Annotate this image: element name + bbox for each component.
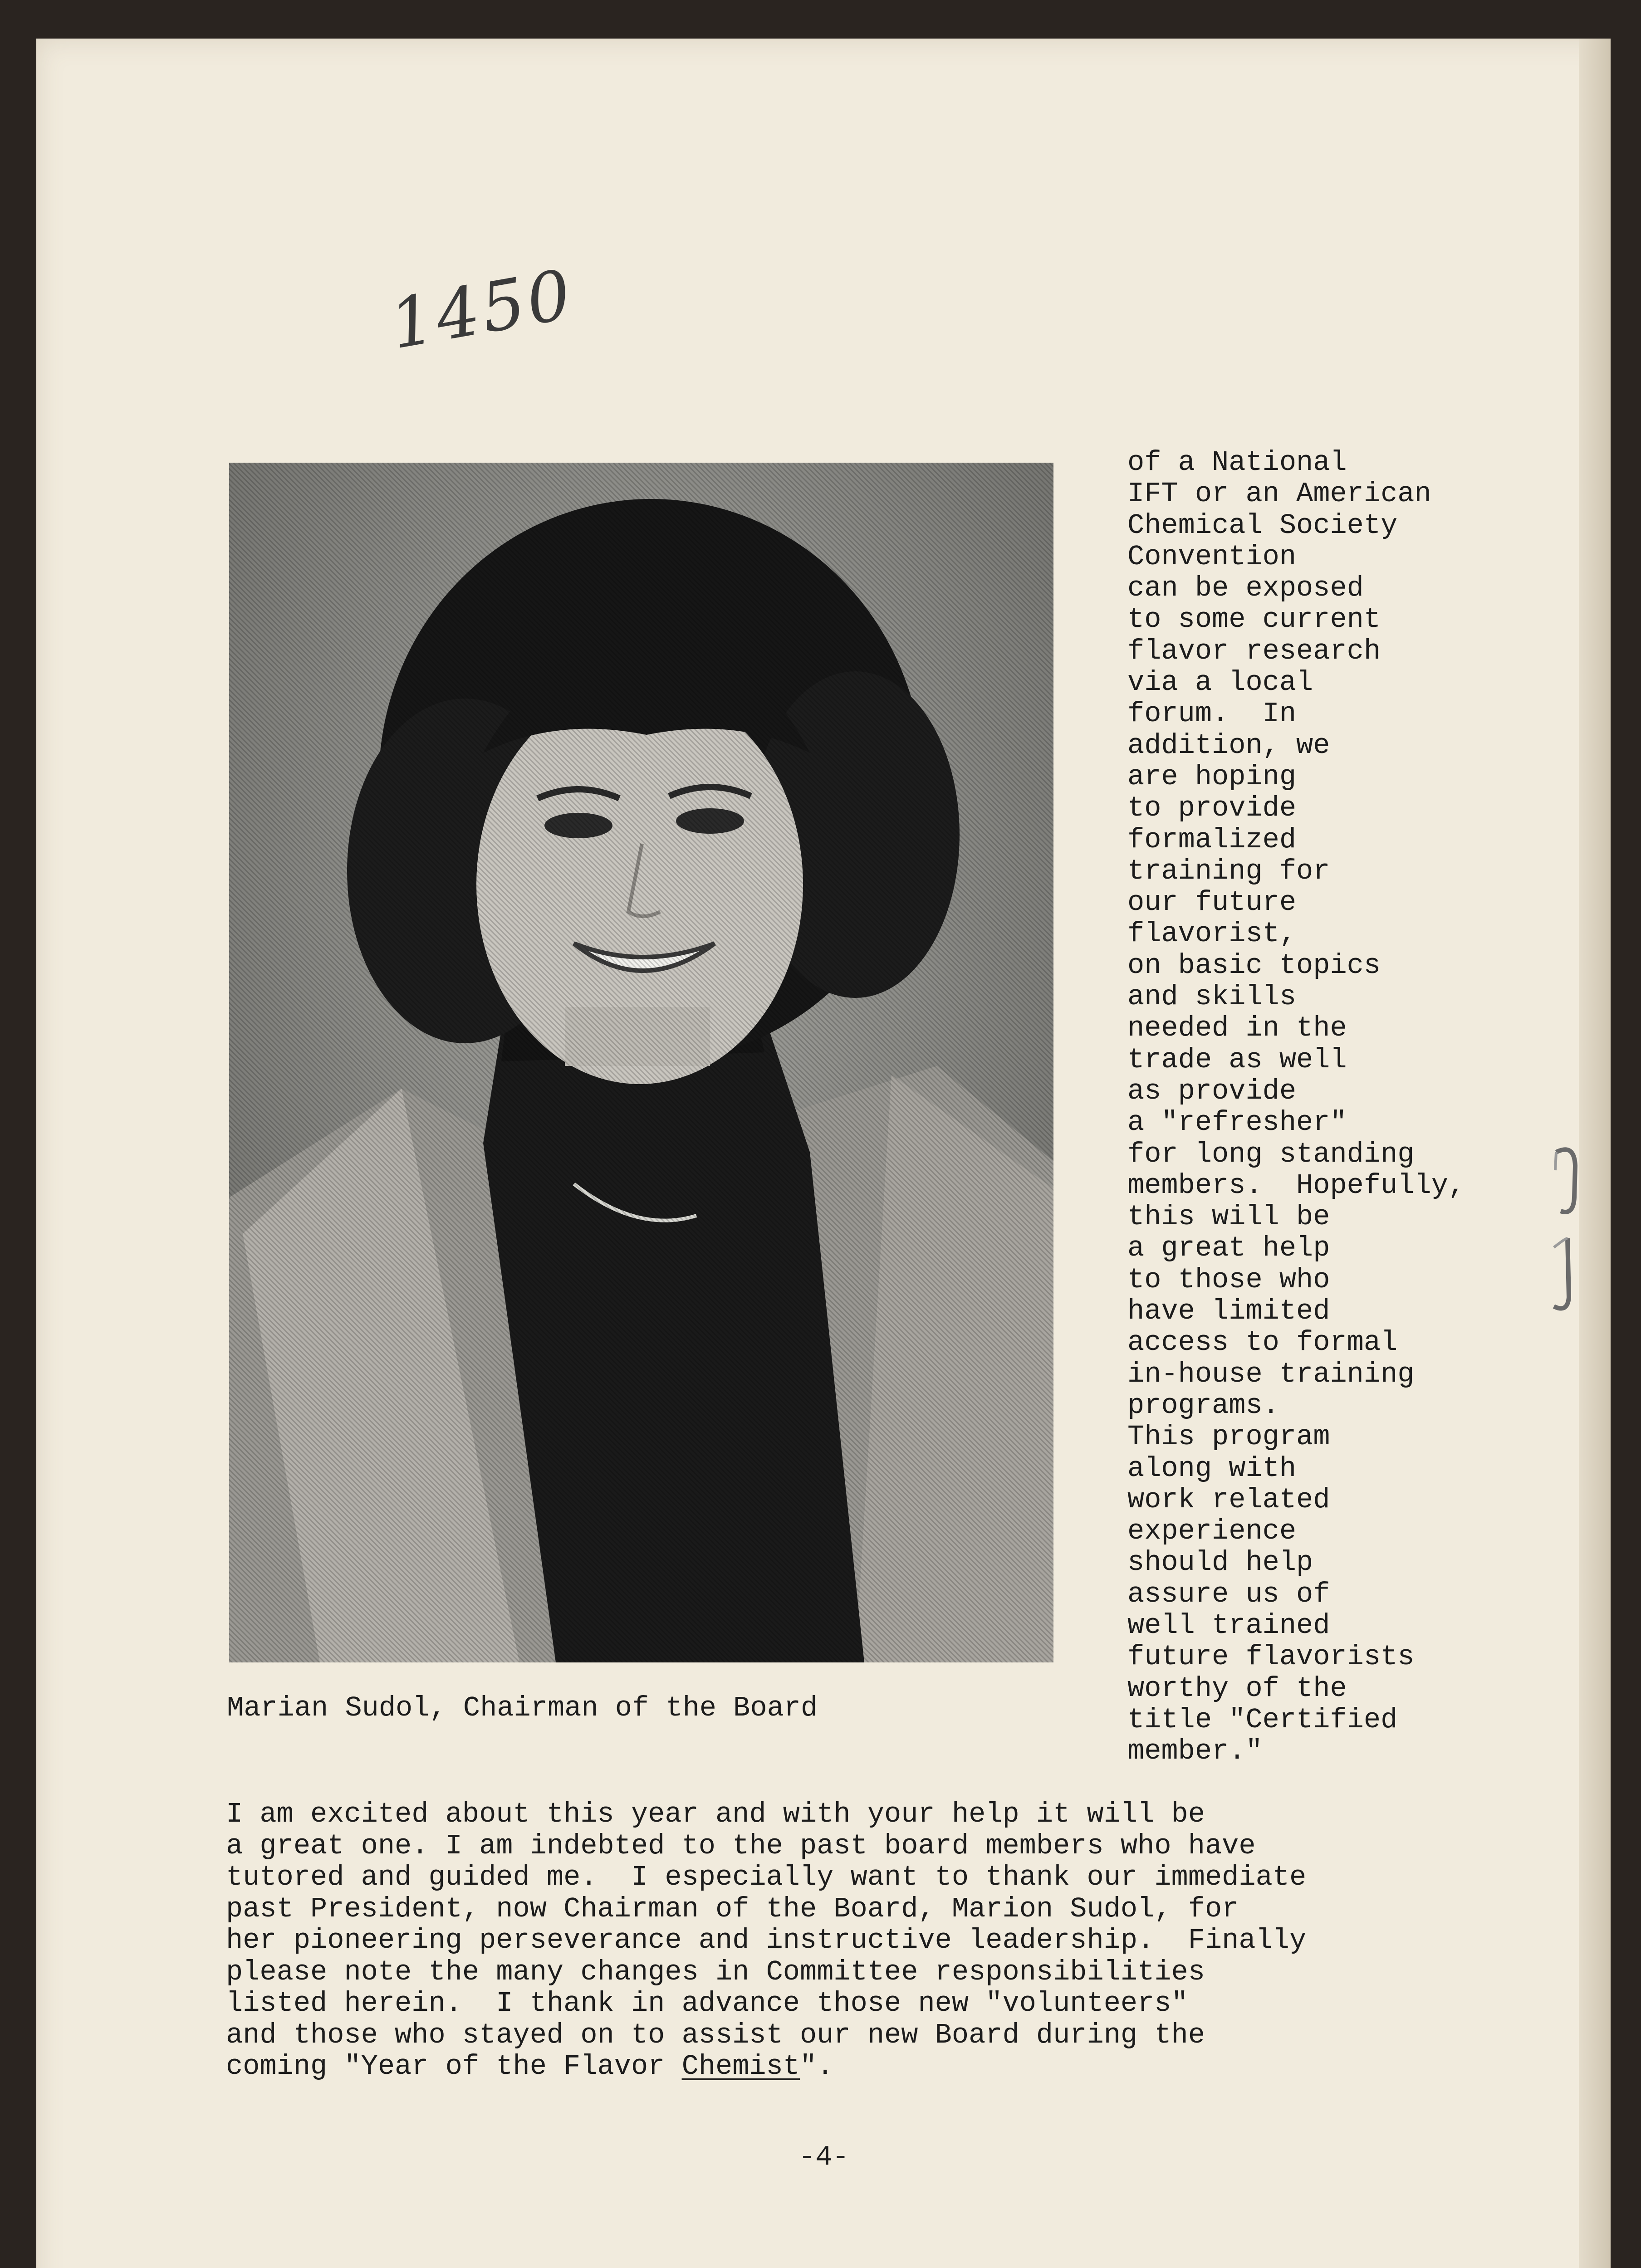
side-column-line: should help bbox=[1127, 1546, 1313, 1579]
body-line: her pioneering perseverance and instructive leadership. Finally bbox=[226, 1924, 1307, 1956]
side-column-line: well trained bbox=[1127, 1609, 1330, 1642]
side-column-line: worthy of the bbox=[1127, 1672, 1347, 1705]
side-column-line: forum. In bbox=[1127, 698, 1297, 730]
underlined-word: Chemist bbox=[681, 2050, 800, 2082]
body-line: tutored and guided me. I especially want to thank our immediate bbox=[226, 1861, 1307, 1893]
page-number: -4- bbox=[798, 2141, 849, 2173]
side-column-line: as provide bbox=[1127, 1075, 1297, 1107]
side-column-line: to provide bbox=[1127, 792, 1297, 825]
side-column-line: on basic topics bbox=[1127, 949, 1381, 982]
side-column-line: are hoping bbox=[1127, 760, 1297, 793]
side-column-line: IFT or an American bbox=[1127, 478, 1431, 510]
booklet-spine bbox=[1579, 39, 1611, 2268]
side-column-line: in-house training bbox=[1127, 1358, 1415, 1390]
body-paragraph bbox=[226, 1799, 1496, 2082]
side-column-line: trade as well bbox=[1127, 1043, 1347, 1076]
staple-icon bbox=[1543, 1143, 1583, 1220]
body-line: and those who stayed on to assist our new Board during the bbox=[226, 2019, 1205, 2051]
side-column-line: formalized bbox=[1127, 823, 1297, 856]
body-text-fragment: coming "Year of the Flavor bbox=[226, 2050, 682, 2082]
side-column-line: assure us of bbox=[1127, 1578, 1330, 1610]
side-column-line: experience bbox=[1127, 1515, 1297, 1548]
handwritten-note: 1450 bbox=[384, 254, 580, 365]
side-column-line: addition, we bbox=[1127, 729, 1330, 762]
side-column-line: programs. bbox=[1127, 1389, 1279, 1422]
side-column-line: for long standing bbox=[1127, 1138, 1415, 1170]
side-column-line: access to formal bbox=[1127, 1326, 1398, 1359]
side-column-line: to those who bbox=[1127, 1263, 1330, 1296]
body-text-fragment: ". bbox=[800, 2050, 834, 2082]
side-column-line: via a local bbox=[1127, 666, 1313, 699]
side-column-line: Chemical Society bbox=[1127, 509, 1398, 542]
body-line: a great one. I am indebted to the past board members who have bbox=[226, 1829, 1256, 1862]
body-line: I am excited about this year and with your help it will be bbox=[226, 1798, 1205, 1830]
side-column-line: needed in the bbox=[1127, 1012, 1347, 1045]
side-column-line: work related bbox=[1127, 1483, 1330, 1516]
side-column-line: a "refresher" bbox=[1127, 1106, 1347, 1139]
side-column-line: to some current bbox=[1127, 603, 1381, 636]
side-column-line: flavorist, bbox=[1127, 918, 1297, 950]
side-column-line: can be exposed bbox=[1127, 572, 1364, 605]
photo-caption: Marian Sudol, Chairman of the Board bbox=[227, 1692, 818, 1724]
side-column-text bbox=[1127, 447, 1536, 1767]
side-column-line: future flavorists bbox=[1127, 1641, 1415, 1673]
side-column-line: have limited bbox=[1127, 1295, 1330, 1328]
side-column-line: of a National bbox=[1127, 446, 1347, 479]
side-column-line: member." bbox=[1127, 1735, 1263, 1768]
staple-icon bbox=[1543, 1229, 1583, 1315]
side-column-line: flavor research bbox=[1127, 635, 1381, 667]
portrait-illustration bbox=[229, 463, 1053, 1662]
side-column-line: title "Certified bbox=[1127, 1703, 1398, 1736]
body-line: past President, now Chairman of the Board, Marion Sudol, for bbox=[226, 1892, 1239, 1925]
side-column-line: Convention bbox=[1127, 540, 1297, 573]
side-column-line: and skills bbox=[1127, 981, 1297, 1013]
body-line: please note the many changes in Committee responsibilities bbox=[226, 1955, 1205, 1988]
side-column-line: a great help bbox=[1127, 1232, 1330, 1265]
side-column-line: This program bbox=[1127, 1421, 1330, 1453]
side-column-line: our future bbox=[1127, 886, 1297, 919]
side-column-line: training for bbox=[1127, 855, 1330, 887]
body-line-last bbox=[226, 2051, 1496, 2082]
side-column-line: this will be bbox=[1127, 1201, 1330, 1233]
side-column-line: members. Hopefully, bbox=[1127, 1169, 1465, 1202]
body-line: listed herein. I thank in advance those new "volunteers" bbox=[226, 1987, 1188, 2019]
side-column-line: along with bbox=[1127, 1452, 1297, 1485]
portrait-photo bbox=[229, 463, 1053, 1662]
